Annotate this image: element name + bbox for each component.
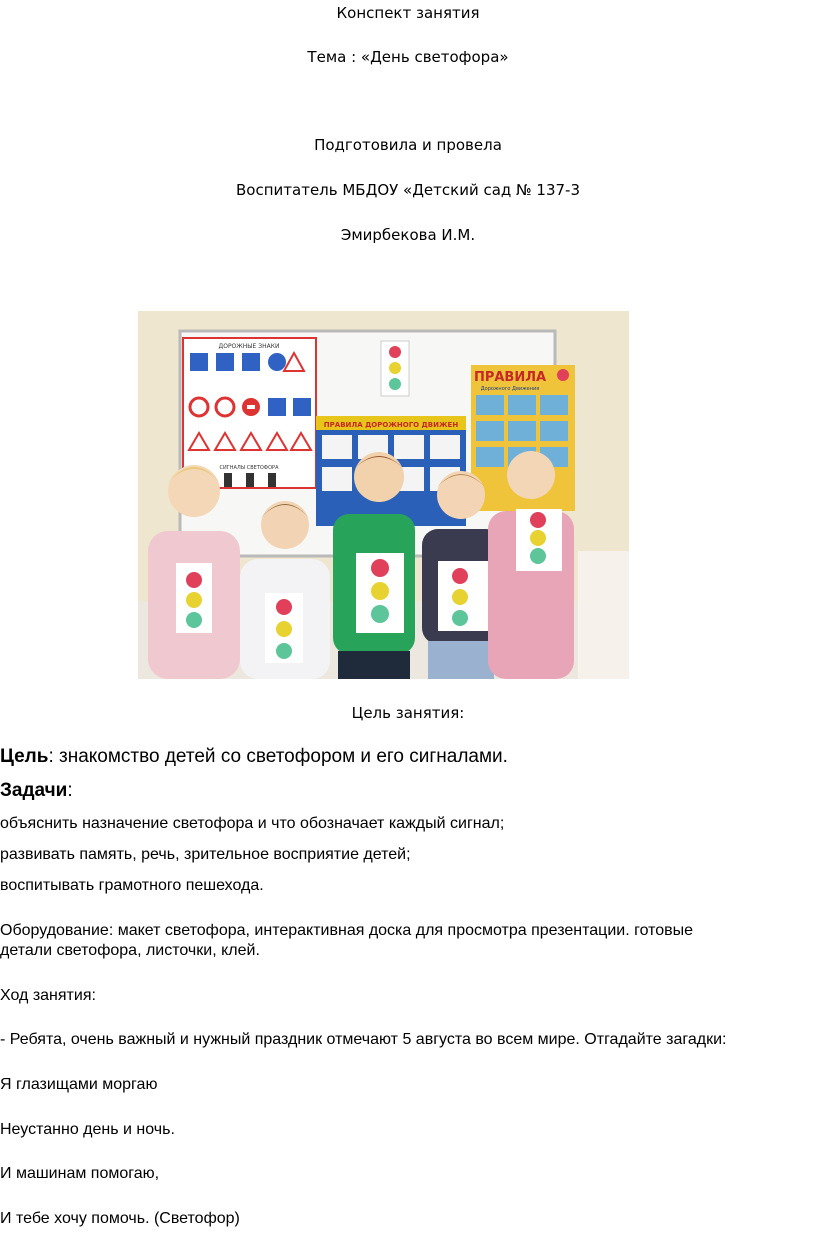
author-name: Эмирбекова И.М. xyxy=(340,226,476,244)
task-item: воспитывать грамотного пешехода. xyxy=(0,877,264,894)
goal-line xyxy=(0,746,508,768)
equipment-line-2: детали светофора, листочки, клей. xyxy=(0,942,260,959)
tasks-label: Задачи xyxy=(0,780,68,801)
road-signs-poster xyxy=(183,338,316,488)
road-signs-poster-title: ДОРОЖНЫЕ ЗНАКИ xyxy=(218,343,280,350)
task-item: развивать память, речь, зрительное восприятие детей; xyxy=(0,846,411,863)
traffic-rules-banner-title: ПРАВИЛА ДОРОЖНОГО ДВИЖЕН xyxy=(323,421,459,429)
board-traffic-light xyxy=(381,341,409,396)
riddle-line: Неустанно день и ночь. xyxy=(0,1121,175,1138)
class-photo xyxy=(138,311,629,679)
rules-poster-title: ПРАВИЛА xyxy=(473,370,547,385)
riddle-line: И тебе хочу помочь. (Светофор) xyxy=(0,1210,240,1227)
goal-heading: Цель занятия: xyxy=(351,704,465,722)
teacher-info: Воспитатель МБДОУ «Детский сад № 137-3 xyxy=(236,181,580,199)
goal-text: : знакомство детей со светофором и его сигналами. xyxy=(48,746,508,767)
task-item: объяснить назначение светофора и что обозначает каждый сигнал; xyxy=(0,815,505,832)
intro-text: - Ребята, очень важный и нужный праздник отмечают 5 августа во всем мире. Отгадайте загадки: xyxy=(0,1031,727,1048)
rules-poster-subtitle: Дорожного Движения xyxy=(480,386,540,392)
goal-label: Цель xyxy=(0,746,49,767)
course-heading: Ход занятия: xyxy=(0,987,96,1004)
tasks-colon: : xyxy=(67,780,73,801)
riddle-line: Я глазищами моргаю xyxy=(0,1076,158,1093)
prepared-by: Подготовила и провела xyxy=(314,136,502,154)
riddle-line: И машинам помогаю, xyxy=(0,1165,160,1182)
tasks-line xyxy=(0,780,73,802)
signals-poster-title: СИГНАЛЫ СВЕТОФОРА xyxy=(219,465,279,471)
doc-theme: Тема : «День светофора» xyxy=(307,48,509,66)
doc-title: Конспект занятия xyxy=(336,4,480,22)
equipment-line-1: Оборудование: макет светофора, интерактивная доска для просмотра презентации. готовые xyxy=(0,922,694,939)
